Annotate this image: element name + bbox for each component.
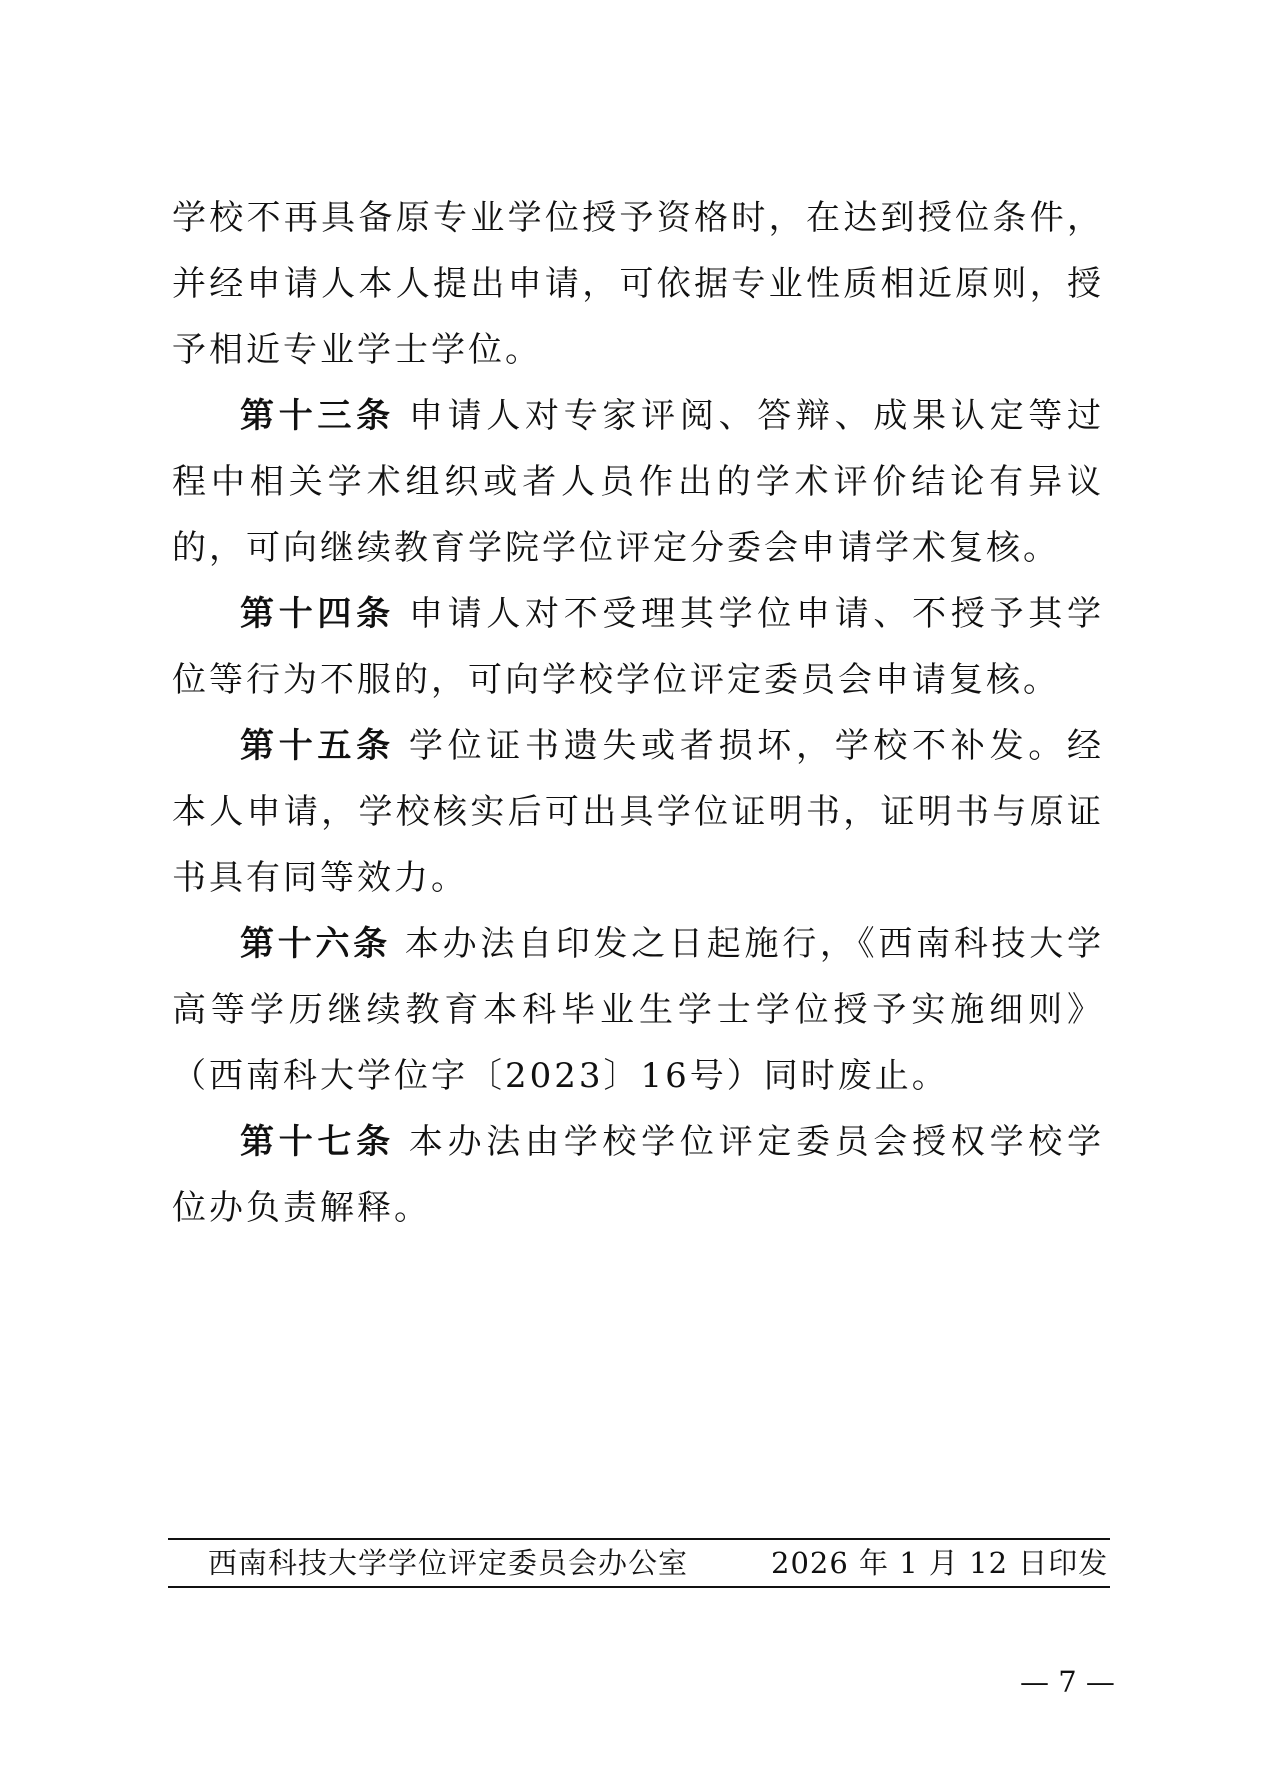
article-16 [172, 911, 1104, 1109]
article-text: 申请人对不受理其学位申请、不授予其学位等行为不服的，可向学校学位评定委员会申请复核。 [172, 594, 1105, 700]
article-text: 本办法由学校学位评定委员会授权学校学位办负责解释。 [172, 1122, 1105, 1228]
article-text: 学位证书遗失或者损坏，学校不补发。经本人申请，学校核实后可出具学位证明书，证明书与原证书具有同等效力。 [172, 726, 1105, 898]
article-13 [172, 383, 1104, 581]
page-number: — 7 — [1020, 1665, 1115, 1699]
issuer-name: 西南科技大学学位评定委员会办公室 [208, 1546, 689, 1580]
article-heading: 第十三条 [240, 396, 395, 436]
article-14 [172, 581, 1104, 713]
issuer-footer [168, 1538, 1110, 1588]
article-heading: 第十四条 [240, 594, 395, 634]
article-15 [172, 713, 1104, 911]
issue-date: 2026 年 1 月 12 日印发 [771, 1546, 1109, 1580]
paragraph-continuation [172, 185, 1104, 383]
article-heading: 第十五条 [240, 726, 395, 766]
document-body [172, 185, 1104, 1241]
article-heading: 第十七条 [240, 1122, 395, 1162]
article-text: 申请人对专家评阅、答辩、成果认定等过程中相关学术组织或者人员作出的学术评价结论有异议的，可向继续教育学院学位评定分委会申请学术复核。 [172, 396, 1105, 568]
article-heading: 第十六条 [240, 924, 391, 964]
article-text: 本办法自印发之日起施行，《西南科技大学高等学历继续教育本科毕业生学士学位授予实施细则》（西南科大学位字〔2023〕16号）同时废止。 [172, 924, 1105, 1096]
paragraph-text: 学校不再具备原专业学位授予资格时，在达到授位条件，并经申请人本人提出申请，可依据专业性质相近原则，授予相近专业学士学位。 [172, 198, 1104, 370]
article-17 [172, 1109, 1104, 1241]
